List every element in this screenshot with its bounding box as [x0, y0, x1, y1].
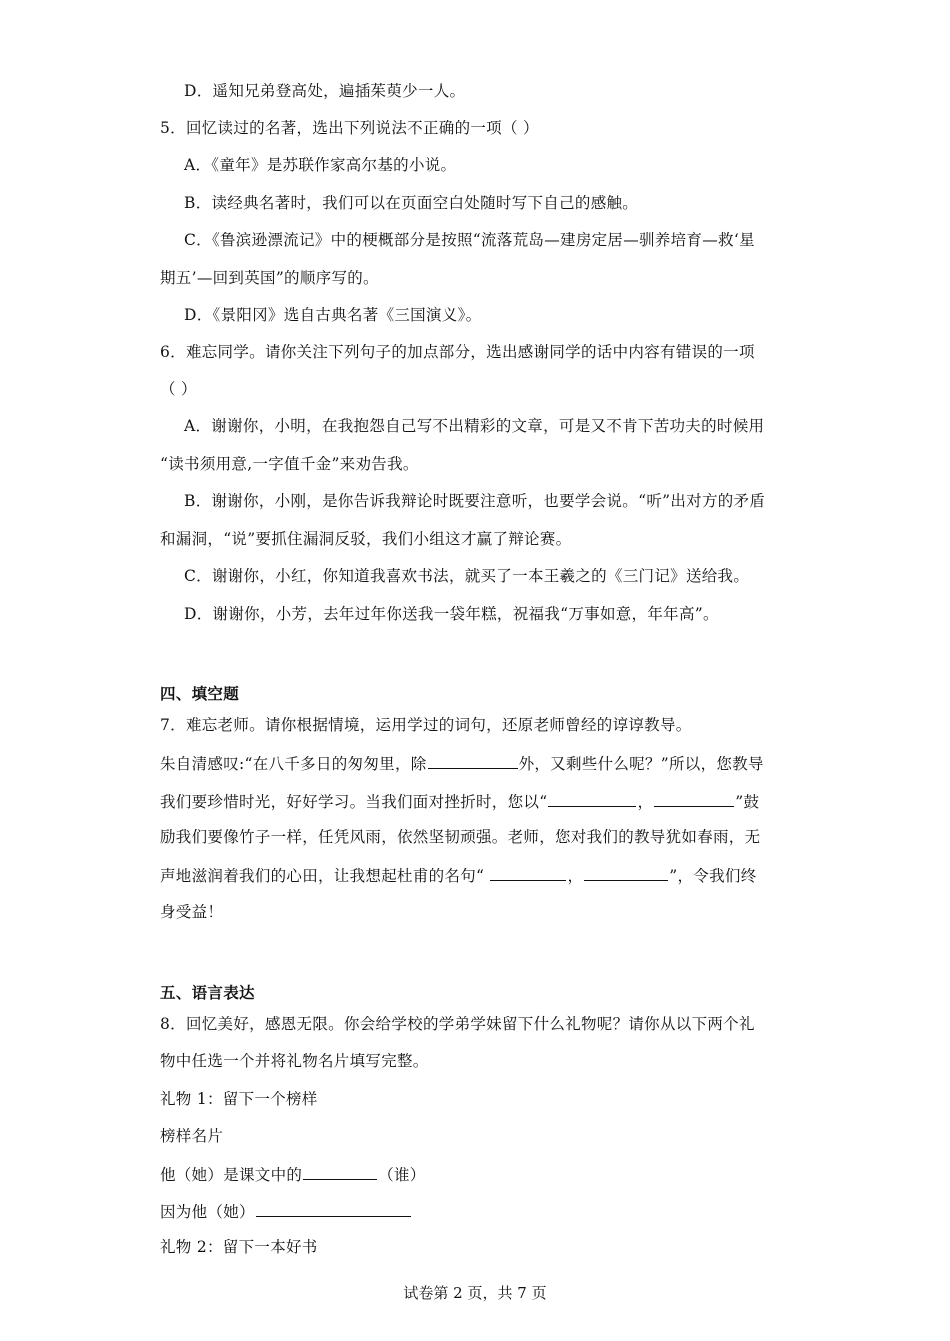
q7-line1: [160, 752, 764, 774]
q6-stem-line2: （ ）: [160, 380, 197, 398]
q6-option-b-line2: 和漏洞，“说”要抓住漏洞反驳，我们小组这才赢了辩论赛。: [160, 530, 572, 548]
q8-blank-who[interactable]: [303, 1163, 377, 1180]
q8-because-text: 因为他（她）: [160, 1203, 255, 1221]
q6-option-a-line2: “读书须用意,一字值千金”来劝告我。: [160, 455, 419, 473]
q7-line2-text-a: 我们要珍惜时光，好好学习。当我们面对挫折时，您以“: [160, 793, 548, 811]
q7-line3: 励我们要像竹子一样，任凭风雨，依然坚韧顽强。老师，您对我们的教导犹如春雨，无: [160, 828, 761, 846]
section-5-title: 五、语言表达: [160, 983, 255, 1002]
q8-who-line: [160, 1163, 426, 1185]
q5-option-d: D．《景阳冈》选自古典名著《三国演义》。: [184, 306, 482, 324]
q8-because-line: [160, 1200, 412, 1222]
q7-line4-text-a: 声地滋润着我们的心田，让我想起杜甫的名句“: [160, 867, 490, 885]
q8-who-text-a: 他（她）是课文中的: [160, 1166, 303, 1184]
q8-stem-line1: 8．回忆美好，感恩无限。你会给学校的学弟学妹留下什么礼物呢？请你从以下两个礼: [160, 1015, 755, 1033]
q7-line4-text-b: ，: [567, 867, 584, 885]
q7-stem: 7．难忘老师。请你根据情境，运用学过的词句，还原老师曾经的谆谆教导。: [160, 716, 692, 734]
q7-line4-text-c: ”，令我们终: [669, 867, 757, 885]
q7-blank-5[interactable]: [584, 864, 668, 881]
q5-stem: 5．回忆读过的名著，选出下列说法不正确的一项（ ）: [160, 119, 539, 137]
q7-line2-text-c: ”鼓: [735, 793, 760, 811]
q7-blank-2[interactable]: [548, 790, 636, 807]
q7-line5: 身受益！: [160, 903, 224, 921]
q8-gift-1: 礼物 1：留下一个榜样: [160, 1090, 318, 1108]
q8-gift-2: 礼物 2：留下一本好书: [160, 1238, 318, 1256]
q8-blank-because[interactable]: [256, 1200, 411, 1217]
q5-option-c-line2: 期五’—回到英国”的顺序写的。: [160, 269, 379, 287]
q4-option-d: D．遥知兄弟登高处，遍插茱萸少一人。: [184, 82, 466, 100]
q6-option-a-line1: A．谢谢你，小明，在我抱怨自己写不出精彩的文章，可是又不肯下苦功夫的时候用: [184, 417, 765, 435]
q5-option-b: B．读经典名著时，我们可以在页面空白处随时写下自己的感触。: [184, 194, 639, 212]
q8-card-title: 榜样名片: [160, 1127, 224, 1145]
section-4-title: 四、填空题: [160, 684, 240, 703]
q7-blank-3[interactable]: [654, 790, 734, 807]
q7-line2-text-b: ，: [637, 793, 654, 811]
q8-who-text-b: （谁）: [378, 1166, 426, 1184]
q6-option-d: D．谢谢你，小芳，去年过年你送我一袋年糕，祝福我“万事如意，年年高”。: [184, 605, 719, 623]
q7-line2: [160, 790, 759, 812]
q6-option-b-line1: B．谢谢你，小刚，是你告诉我辩论时既要注意听，也要学会说。“听”出对方的矛盾: [184, 492, 766, 510]
q6-option-c: C．谢谢你，小红，你知道我喜欢书法，就买了一本王羲之的《三门记》送给我。: [184, 567, 750, 585]
q7-blank-1[interactable]: [428, 752, 518, 769]
q7-blank-4[interactable]: [490, 864, 566, 881]
q8-stem-line2: 物中任选一个并将礼物名片填写完整。: [160, 1052, 429, 1070]
q7-line4: [160, 864, 757, 886]
q7-line1-text-b: 外，又剩些什么呢？”所以，您教导: [518, 755, 764, 773]
q6-stem-line1: 6．难忘同学。请你关注下列句子的加点部分，选出感谢同学的话中内容有错误的一项: [160, 343, 755, 361]
q7-line1-text-a: 朱自清感叹:“在八千多日的匆匆里，除: [160, 755, 427, 773]
page-footer: 试卷第 2 页，共 7 页: [403, 1284, 547, 1302]
q5-option-a: A．《童年》是苏联作家高尔基的小说。: [184, 156, 457, 174]
q5-option-c-line1: C．《鲁滨逊漂流记》中的梗概部分是按照“流落荒岛—建房定居—驯养培育—救‘星: [184, 231, 755, 249]
